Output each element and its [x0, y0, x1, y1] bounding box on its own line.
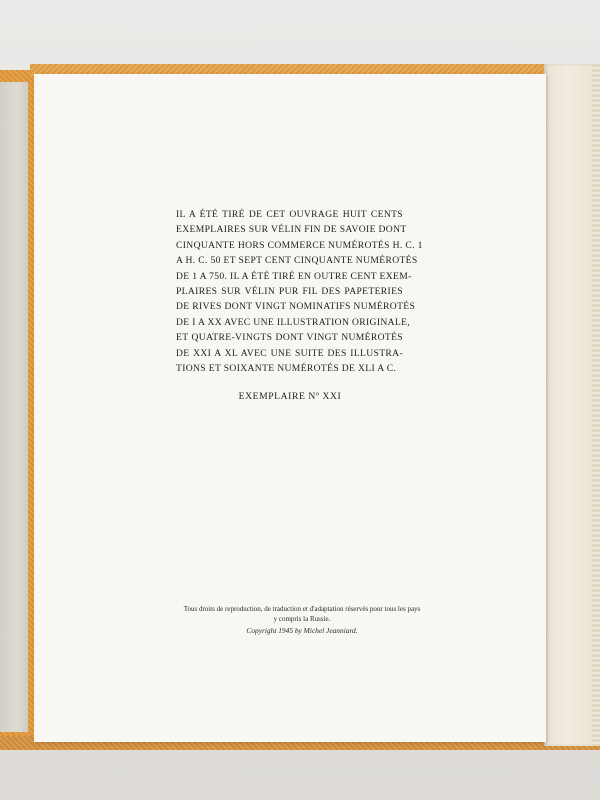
colophon-line: DE I A XX AVEC UNE ILLUSTRATION ORIGINALE,	[176, 316, 411, 328]
rights-notice	[34, 604, 570, 624]
colophon-line: PLAIRES SUR VÉLIN PUR FIL DES PAPETERIES	[176, 286, 403, 298]
copyright-notice: Copyright 1945 by Michel Jeanniard.	[246, 626, 358, 635]
colophon-line: EXEMPLAIRES SUR VÉLIN FIN DE SAVOIE DONT	[176, 224, 407, 236]
colophon-line: DE 1 A 750. IL A ÉTÉ TIRÉ EN OUTRE CENT EXEM-	[176, 270, 412, 282]
colophon-line: ET QUATRE-VINGTS DONT VINGT NUMÉROTÉS	[176, 332, 403, 344]
colophon-line: CINQUANTE HORS COMMERCE NUMÉROTÉS H. C. 1	[176, 239, 423, 251]
copy-number: EXEMPLAIRE Nº XXI	[238, 391, 342, 402]
colophon-line: DE RIVES DONT VINGT NOMINATIFS NUMÉROTÉS	[176, 301, 416, 313]
endpaper-left	[0, 82, 28, 732]
book-page	[34, 74, 546, 742]
colophon-line: TIONS ET SOIXANTE NUMÉROTÉS DE XLI A C.	[176, 363, 397, 375]
page-edges	[592, 64, 600, 746]
rights-line-1: Tous droits de reproduction, de traduction et d'adaptation réservés pour tous les pays	[183, 605, 421, 613]
rights-line-2: y compris la Russie.	[273, 615, 331, 623]
colophon-line: IL A ÉTÉ TIRÉ DE CET OUVRAGE HUIT CENTS	[176, 209, 403, 220]
page-stack-right	[544, 64, 600, 746]
colophon-line: DE XXI A XL AVEC UNE SUITE DES ILLUSTRA-	[176, 347, 403, 359]
colophon-text	[176, 207, 423, 376]
colophon-line: A H. C. 50 ET SEPT CENT CINQUANTE NUMÉROTÉS	[176, 255, 418, 267]
